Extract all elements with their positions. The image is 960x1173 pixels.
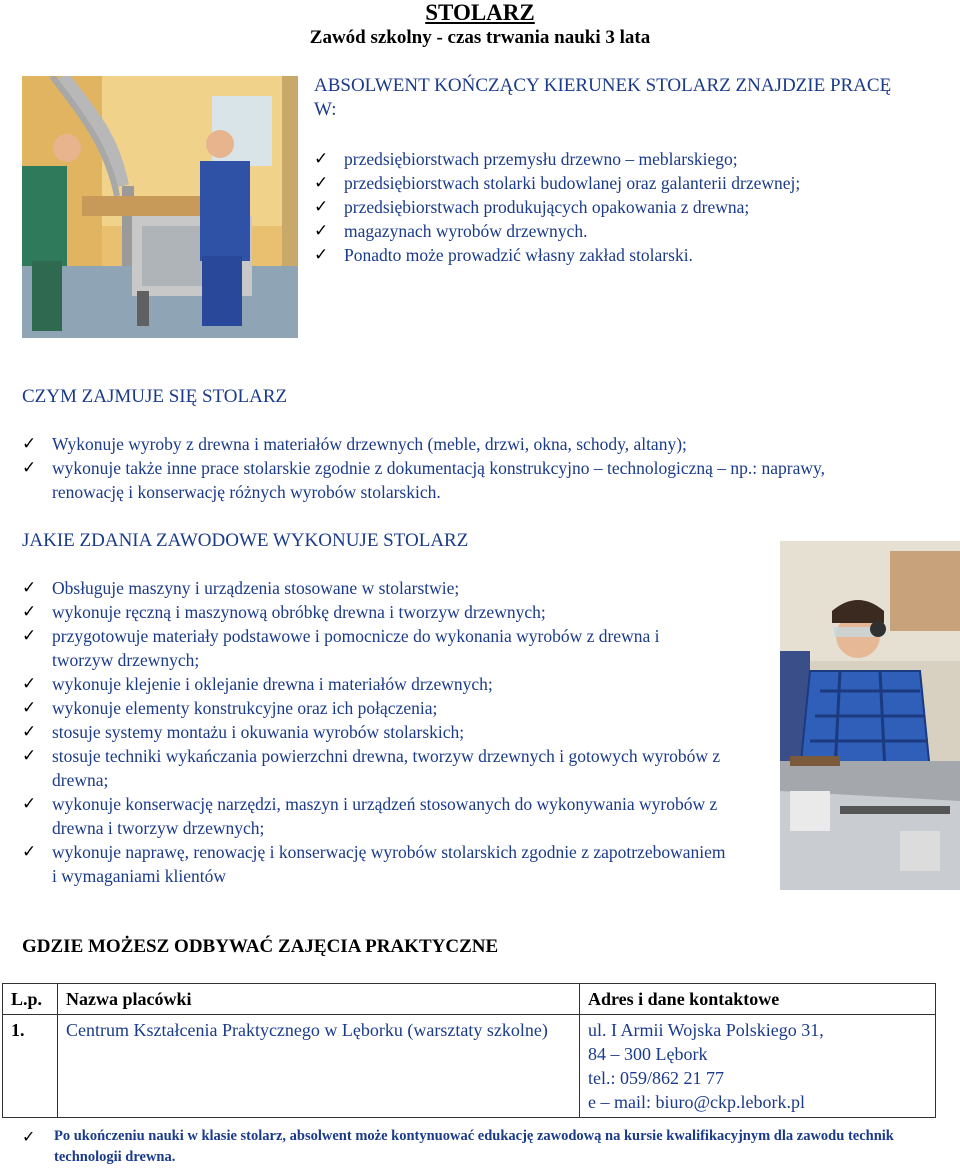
list-item: ✓ stosuje techniki wykańczania powierzchni drewna, tworzyw drzewnych i gotowych wyrobów z drewna;	[22, 746, 721, 790]
column-header-name: Nazwa placówki	[58, 984, 580, 1015]
page-title: STOLARZ	[425, 0, 535, 25]
address-city: 84 – 300 Lębork	[588, 1044, 708, 1064]
section-work-list	[314, 147, 934, 267]
list-item: ✓ przygotowuje materiały podstawowe i pomocnicze do wykonania wyrobów z drewna i tworzyw drzewnych;	[22, 626, 660, 670]
section-tasks-heading: JAKIE ZDANIA ZAWODOWE WYKONUJE STOLARZ	[22, 530, 469, 551]
continuation-note-text: Po ukończeniu nauki w klasie stolarz, absolwent może kontynuować edukację zawodową na kursie kwalifikacyjnym dla zawodu technik technologii drewna.	[54, 1128, 894, 1165]
check-mark-icon: ✓	[314, 197, 329, 217]
continuation-note	[0, 1126, 940, 1168]
section-tasks-list	[22, 576, 762, 888]
check-mark-icon: ✓	[314, 245, 329, 265]
check-mark-icon: ✓	[22, 602, 37, 622]
photo-saw-workshop-image	[22, 76, 298, 338]
check-mark-icon: ✓	[22, 698, 37, 718]
check-mark-icon: ✓	[22, 578, 37, 598]
section-does-list	[22, 432, 922, 504]
table-cell-address	[580, 1015, 936, 1118]
list-item: ✓ wykonuje także inne prace stolarskie zgodnie z dokumentacją konstrukcyjno – technologiczną – np.: naprawy, renowację i konserwację różnych wyrobów stolarskich.	[22, 458, 825, 502]
list-item: ✓ wykonuje naprawę, renowację i konserwację wyrobów stolarskich zgodnie z zapotrzebowaniem i wymaganiami klientów	[22, 842, 726, 886]
check-mark-icon: ✓	[22, 434, 37, 454]
list-item: ✓ magazynach wyrobów drzewnych.	[314, 221, 588, 241]
check-mark-icon: ✓	[314, 173, 329, 193]
photo-student-workbench-image	[780, 541, 960, 890]
photo-saw-workshop	[22, 76, 298, 338]
check-mark-icon: ✓	[22, 794, 37, 814]
photo-student-workbench	[780, 541, 960, 890]
list-item: ✓ stosuje systemy montażu i okuwania wyrobów stolarskich;	[22, 722, 465, 742]
table-cell-name: Centrum Kształcenia Praktycznego w Lęborku (warsztaty szkolne)	[58, 1015, 580, 1118]
address-phone: tel.: 059/862 21 77	[588, 1068, 724, 1088]
column-header-address: Adres i dane kontaktowe	[580, 984, 936, 1015]
list-item: ✓ przedsiębiorstwach przemysłu drzewno – meblarskiego;	[314, 149, 738, 169]
check-mark-icon: ✓	[22, 674, 37, 694]
table-row	[3, 1015, 936, 1118]
list-item: ✓ Obsługuje maszyny i urządzenia stosowane w stolarstwie;	[22, 578, 460, 598]
list-item: ✓ przedsiębiorstwach produkujących opakowania z drewna;	[314, 197, 750, 217]
check-mark-icon: ✓	[22, 458, 37, 478]
list-item: ✓ wykonuje elementy konstrukcyjne oraz ich połączenia;	[22, 698, 438, 718]
list-item: ✓ wykonuje klejenie i oklejanie drewna i materiałów drzewnych;	[22, 674, 493, 694]
check-mark-icon: ✓	[22, 1127, 36, 1146]
check-mark-icon: ✓	[22, 842, 37, 862]
column-header-lp: L.p.	[3, 984, 58, 1015]
table-header-row	[3, 984, 936, 1015]
list-item: ✓ przedsiębiorstwach stolarki budowlanej oraz galanterii drzewnej;	[314, 173, 801, 193]
section-does-heading: CZYM ZAJMUJE SIĘ STOLARZ	[22, 386, 288, 407]
page-subtitle: Zawód szkolny - czas trwania nauki 3 lata	[309, 27, 651, 48]
list-item: ✓ wykonuje ręczną i maszynową obróbkę drewna i tworzyw drzewnych;	[22, 602, 546, 622]
check-mark-icon: ✓	[22, 626, 37, 646]
list-item: ✓ wykonuje konserwację narzędzi, maszyn i urządzeń stosowanych do wykonywania wyrobów z drewna i tworzyw drzewnych;	[22, 794, 718, 838]
section-practice-heading: GDZIE MOŻESZ ODBYWAĆ ZAJĘCIA PRAKTYCZNE	[22, 936, 499, 957]
list-item: ✓ Ponadto może prowadzić własny zakład stolarski.	[314, 245, 693, 265]
check-mark-icon: ✓	[22, 722, 37, 742]
practice-places-table	[2, 983, 936, 1118]
address-email: e – mail: biuro@ckp.lebork.pl	[588, 1092, 806, 1112]
check-mark-icon: ✓	[314, 221, 329, 241]
section-work-heading: ABSOLWENT KOŃCZĄCY KIERUNEK STOLARZ ZNAJDZIE PRACĘ W:	[314, 75, 892, 120]
address-street: ul. I Armii Wojska Polskiego 31,	[588, 1020, 824, 1040]
table-cell-lp: 1.	[3, 1015, 58, 1118]
check-mark-icon: ✓	[22, 746, 37, 766]
list-item: ✓ Wykonuje wyroby z drewna i materiałów drzewnych (meble, drzwi, okna, schody, altany);	[22, 434, 687, 454]
check-mark-icon: ✓	[314, 149, 329, 169]
